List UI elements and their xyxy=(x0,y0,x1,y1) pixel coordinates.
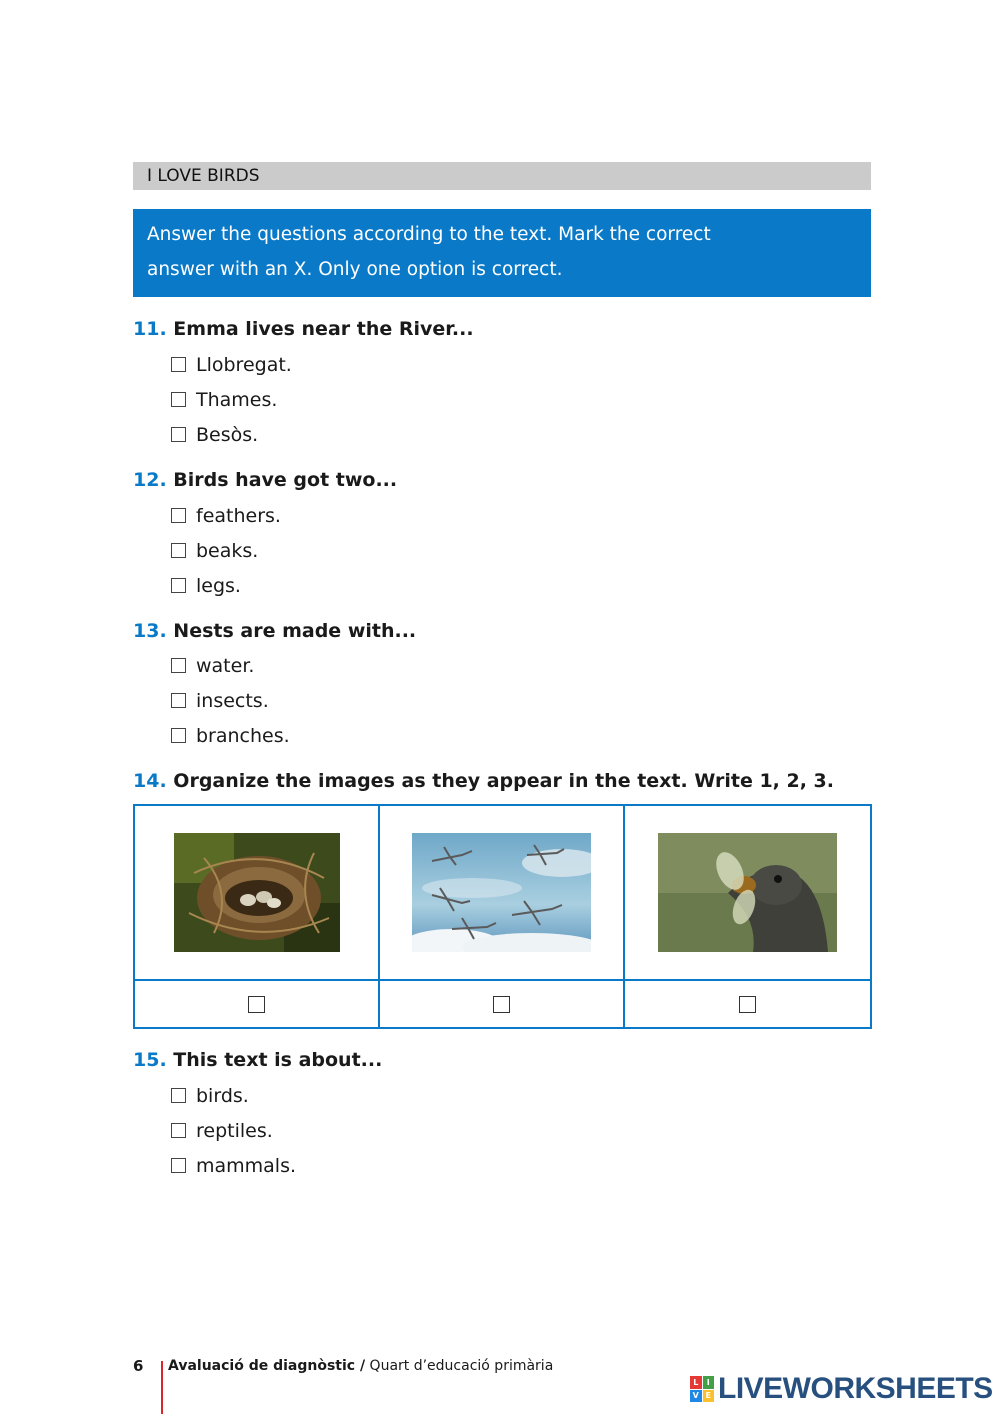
checkbox[interactable] xyxy=(171,578,186,593)
instructions-line-2: answer with an X. Only one option is correct. xyxy=(147,259,563,280)
option-branches[interactable] xyxy=(171,718,290,753)
checkbox[interactable] xyxy=(171,427,186,442)
image-ordering-table xyxy=(133,804,872,1029)
question-text: Emma lives near the River... xyxy=(173,318,474,340)
footer-text xyxy=(168,1358,553,1374)
answer-cell-1[interactable] xyxy=(135,981,380,1027)
question-12 xyxy=(133,468,397,492)
bird-eating-insect-photo xyxy=(658,833,837,952)
answer-box[interactable] xyxy=(248,996,265,1013)
option-label: branches. xyxy=(196,724,290,747)
option-label: reptiles. xyxy=(196,1119,273,1142)
question-15 xyxy=(133,1048,382,1072)
bird-nest-with-eggs-photo xyxy=(174,833,340,952)
option-besos[interactable] xyxy=(171,417,292,452)
question-number: 11. xyxy=(133,318,167,340)
section-title: I LOVE BIRDS xyxy=(133,162,871,190)
question-text: Organize the images as they appear in the text. Write 1, 2, 3. xyxy=(173,770,834,792)
image-cell-1 xyxy=(135,806,380,981)
image-cell-2 xyxy=(380,806,625,981)
option-reptiles[interactable] xyxy=(171,1113,296,1148)
option-label: insects. xyxy=(196,689,269,712)
option-label: Thames. xyxy=(196,388,278,411)
question-15-options xyxy=(171,1078,296,1184)
option-mammals[interactable] xyxy=(171,1148,296,1183)
option-label: Besòs. xyxy=(196,423,259,446)
checkbox[interactable] xyxy=(171,508,186,523)
checkbox[interactable] xyxy=(171,392,186,407)
option-insects[interactable] xyxy=(171,683,290,718)
question-11-options xyxy=(171,347,292,453)
checkbox[interactable] xyxy=(171,1123,186,1138)
question-number: 15. xyxy=(133,1049,167,1071)
option-birds[interactable] xyxy=(171,1078,296,1113)
question-11 xyxy=(133,317,474,341)
liveworksheets-logo-icon: L I V E xyxy=(690,1376,714,1402)
option-label: feathers. xyxy=(196,504,281,527)
checkbox[interactable] xyxy=(171,1088,186,1103)
answer-box[interactable] xyxy=(493,996,510,1013)
option-feathers[interactable] xyxy=(171,498,281,533)
answer-cell-3[interactable] xyxy=(625,981,870,1027)
question-text: Nests are made with... xyxy=(173,620,417,642)
checkbox[interactable] xyxy=(171,1158,186,1173)
footer xyxy=(133,1357,159,1375)
question-number: 12. xyxy=(133,469,167,491)
image-cell-3 xyxy=(625,806,870,981)
question-13-options xyxy=(171,648,290,754)
option-label: water. xyxy=(196,654,255,677)
liveworksheets-name: LIVEWORKSHEETS xyxy=(718,1372,993,1405)
question-number: 13. xyxy=(133,620,167,642)
footer-divider xyxy=(161,1361,163,1414)
option-label: Llobregat. xyxy=(196,353,292,376)
question-13 xyxy=(133,619,416,643)
page-number: 6 xyxy=(133,1357,144,1375)
question-text: Birds have got two... xyxy=(173,469,398,491)
checkbox[interactable] xyxy=(171,728,186,743)
question-12-options xyxy=(171,498,281,604)
option-label: mammals. xyxy=(196,1154,297,1177)
instructions-box xyxy=(133,209,871,297)
footer-title: Avaluació de diagnòstic / xyxy=(168,1358,366,1374)
question-text: This text is about... xyxy=(173,1049,383,1071)
option-label: birds. xyxy=(196,1084,249,1107)
answer-cell-2[interactable] xyxy=(380,981,625,1027)
checkbox[interactable] xyxy=(171,693,186,708)
option-label: beaks. xyxy=(196,539,259,562)
answer-box[interactable] xyxy=(739,996,756,1013)
checkbox[interactable] xyxy=(171,357,186,372)
checkbox[interactable] xyxy=(171,658,186,673)
footer-subtitle: Quart d’educació primària xyxy=(369,1358,554,1374)
flying-cranes-photo xyxy=(412,833,591,952)
checkbox[interactable] xyxy=(171,543,186,558)
option-thames[interactable] xyxy=(171,382,292,417)
option-legs[interactable] xyxy=(171,568,281,603)
option-water[interactable] xyxy=(171,648,290,683)
option-label: legs. xyxy=(196,574,241,597)
instructions-line-1: Answer the questions according to the text. Mark the correct xyxy=(147,224,711,245)
question-number: 14. xyxy=(133,770,167,792)
option-beaks[interactable] xyxy=(171,533,281,568)
option-llobregat[interactable] xyxy=(171,347,292,382)
liveworksheets-brand[interactable] xyxy=(690,1372,993,1406)
question-14 xyxy=(133,769,834,793)
